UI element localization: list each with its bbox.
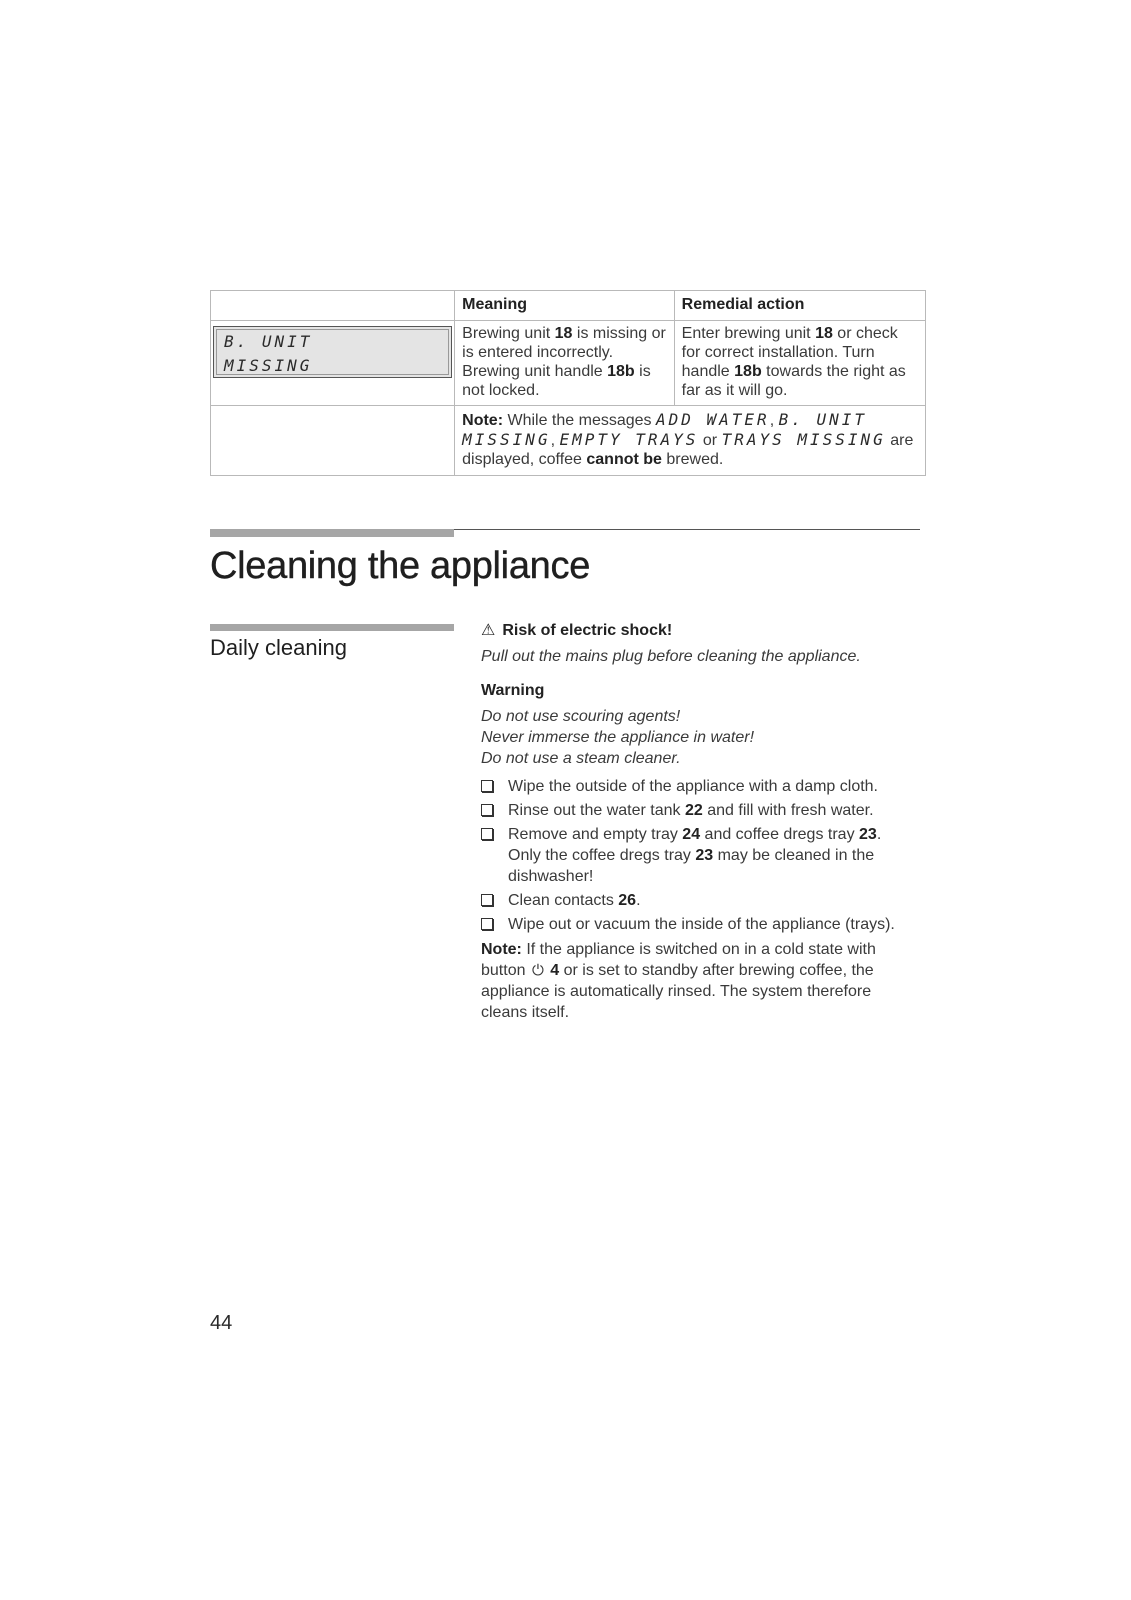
warning-line: Do not use scouring agents! (481, 708, 681, 725)
bold-ref: 22 (684, 802, 703, 819)
text-run: Brewing unit (462, 325, 555, 342)
display-message: TRAYS MISSING (721, 430, 886, 449)
warning-line: Never immerse the appliance in water! (481, 729, 755, 746)
cleaning-checklist (481, 776, 911, 935)
bold-ref: 18b (734, 363, 762, 380)
subsection-title: Daily cleaning (210, 635, 347, 660)
text-run: or check for correct installation. Turn handle (681, 325, 898, 380)
meaning-cell (455, 321, 675, 406)
bold-ref: 26 (618, 892, 637, 909)
warning-triangle-icon: ⚠ (481, 622, 496, 639)
text-run: Wipe the outside of the appliance with a damp cloth. (508, 778, 878, 795)
text-run: or (698, 432, 722, 449)
display-message: B. UNIT MISSING (462, 410, 868, 449)
checkbox-icon (481, 780, 493, 792)
risk-text: Pull out the mains plug before cleaning the appliance. (481, 648, 861, 665)
bold-ref: 23 (859, 826, 877, 843)
text-run: , (550, 432, 560, 449)
header-remedial-action: Remedial action (674, 291, 925, 321)
header-meaning: Meaning (455, 291, 675, 321)
warning-label: Warning (481, 682, 545, 699)
risk-heading (481, 620, 911, 641)
text-run: If the appliance is switched on in a cold state with button (481, 941, 876, 979)
note-cell-empty (211, 406, 455, 476)
text-run: or is set to standby after brewing coffee, the appliance is automatically rinsed. The system therefore cleans itself. (481, 962, 874, 1021)
checkbox-icon (481, 828, 493, 840)
remedial-cell (674, 321, 925, 406)
display-line-2: MISSING (224, 356, 313, 375)
cleaning-instructions (481, 620, 911, 1023)
text-run: While the messages (503, 412, 656, 429)
text-run: is not locked. (462, 363, 651, 399)
warning-line: Do not use a steam cleaner. (481, 750, 681, 767)
text-run: , (769, 412, 779, 429)
section-rule-thin (454, 529, 920, 530)
text-run: Rinse out the water tank (508, 802, 685, 819)
checkbox-icon (481, 894, 493, 906)
checkbox-icon (481, 918, 493, 930)
checkbox-icon (481, 804, 493, 816)
text-run: towards the right as far as it will go. (681, 363, 906, 399)
display-message: EMPTY TRAYS (559, 430, 699, 449)
section-rule-thick (210, 529, 454, 537)
display-message-box (213, 326, 452, 378)
bold-ref: Note: (481, 941, 522, 958)
display-line-1: B. UNIT (224, 332, 313, 351)
error-message-table (210, 290, 926, 476)
text-run: . Only the coffee dregs tray (508, 826, 882, 864)
risk-title: Risk of electric shock! (502, 622, 673, 639)
text-run: Wipe out or vacuum the inside of the appliance (trays). (508, 916, 895, 933)
bold-ref: cannot be (586, 451, 662, 468)
checklist-item (481, 890, 911, 911)
text-run: brewed. (661, 451, 724, 468)
subsection-rule (210, 624, 454, 631)
display-message: ADD WATER (655, 410, 770, 429)
section-title: Cleaning the appliance (210, 545, 591, 587)
page-number: 44 (210, 1312, 233, 1334)
bold-ref: Note: (462, 412, 504, 429)
bold-ref: 23 (695, 847, 714, 864)
bold-ref: 18 (554, 325, 573, 342)
text-run: and coffee dregs tray (700, 826, 860, 843)
header-cell-empty (211, 291, 455, 321)
text-run: is missing or is entered incorrectly. Brewing unit handle (462, 325, 666, 380)
text-run: are displayed, coffee (462, 432, 914, 468)
bold-ref: 18 (815, 325, 833, 342)
bold-ref: 24 (682, 826, 701, 843)
bold-ref: 18b (607, 363, 635, 380)
text-run: . (636, 892, 641, 909)
checklist-item (481, 800, 911, 821)
text-run: and fill with fresh water. (702, 802, 874, 819)
bold-ref: 4 (545, 962, 560, 979)
display-cell (211, 321, 455, 406)
checklist-item (481, 914, 911, 935)
cleaning-note (481, 939, 911, 1023)
checklist-item (481, 824, 911, 887)
power-icon: ⏻ (531, 962, 544, 979)
table-note (455, 406, 926, 476)
table-row (211, 321, 926, 406)
text-run: Remove and empty tray (508, 826, 683, 843)
text-run: Enter brewing unit (681, 325, 816, 342)
table-note-row (211, 406, 926, 476)
checklist-item (481, 776, 911, 797)
table-header-row (211, 291, 926, 321)
text-run: Clean contacts (508, 892, 619, 909)
text-run: may be cleaned in the dishwasher! (508, 847, 875, 885)
